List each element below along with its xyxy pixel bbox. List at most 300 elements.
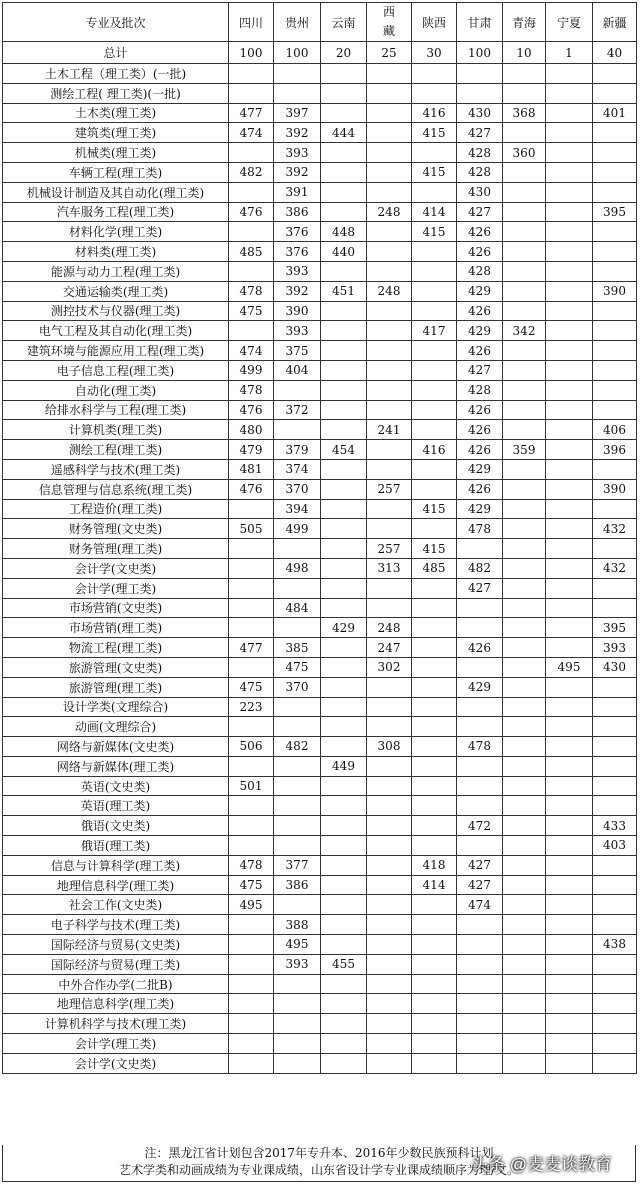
score-cell: 475 [229,875,274,895]
score-cell [229,1014,274,1034]
score-cell [321,499,367,519]
score-cell [593,1034,637,1054]
score-cell: 429 [457,677,503,697]
score-cell [503,380,546,400]
score-cell: 390 [593,479,637,499]
score-cell [503,341,546,361]
score-cell: 482 [457,558,503,578]
total-cell: 20 [321,42,367,64]
score-cell: 426 [457,222,503,242]
score-cell [503,182,546,202]
score-cell: 302 [367,657,412,677]
score-cell [503,1034,546,1054]
score-cell: 477 [229,638,274,658]
score-cell [503,915,546,935]
score-cell [229,1034,274,1054]
score-cell: 374 [274,459,321,479]
score-cell [274,420,321,440]
score-cell [503,737,546,757]
score-cell [412,816,457,836]
score-cell [546,578,593,598]
score-cell [367,1034,412,1054]
major-name: 物流工程(理工类) [3,638,229,658]
score-cell [503,638,546,658]
table-row [3,519,637,539]
score-cell [412,717,457,737]
score-cell: 428 [457,261,503,281]
province-header: 甘肃 [457,3,503,42]
score-cell [546,459,593,479]
score-cell: 360 [503,143,546,163]
score-cell [457,776,503,796]
major-name: 电气工程及其自动化(理工类) [3,321,229,341]
score-cell [367,717,412,737]
table-row [3,143,637,163]
score-cell [593,1014,637,1034]
table-row [3,1053,637,1073]
score-cell [503,875,546,895]
score-cell [321,479,367,499]
table-row [3,459,637,479]
score-cell: 414 [412,875,457,895]
score-cell [321,321,367,341]
score-cell [412,796,457,816]
score-cell [593,974,637,994]
score-cell: 342 [503,321,546,341]
score-cell [412,380,457,400]
major-name: 市场营销(文史类) [3,598,229,618]
score-cell [546,994,593,1014]
score-cell: 427 [457,123,503,143]
score-cell [503,123,546,143]
score-cell [321,301,367,321]
table-row [3,360,637,380]
score-cell [229,954,274,974]
score-cell [321,1053,367,1073]
score-cell [321,1014,367,1034]
table-row [3,657,637,677]
table-row [3,737,637,757]
score-cell [321,816,367,836]
score-cell [321,380,367,400]
table-row [3,103,637,123]
score-cell: 428 [457,380,503,400]
score-cell [457,1053,503,1073]
table-row [3,836,637,856]
score-cell [457,83,503,103]
score-cell [503,519,546,539]
score-cell [457,915,503,935]
table-row [3,222,637,242]
table-row [3,618,637,638]
score-cell [457,1034,503,1054]
score-cell [367,143,412,163]
score-cell [546,915,593,935]
score-cell [412,281,457,301]
score-cell [457,974,503,994]
score-cell: 429 [457,499,503,519]
score-cell: 392 [274,123,321,143]
score-cell: 370 [274,479,321,499]
score-cell [546,499,593,519]
score-cell: 495 [229,895,274,915]
score-cell [412,836,457,856]
score-cell [546,776,593,796]
score-cell [593,301,637,321]
score-cell: 392 [274,162,321,182]
score-cell [457,836,503,856]
score-cell: 248 [367,281,412,301]
score-cell: 478 [229,380,274,400]
score-cell [321,657,367,677]
total-cell: 100 [457,42,503,64]
table-row [3,954,637,974]
score-cell: 393 [593,638,637,658]
major-name: 英语(理工类) [3,796,229,816]
score-cell [367,954,412,974]
score-cell [367,598,412,618]
score-cell [503,539,546,559]
score-cell [593,915,637,935]
score-cell [321,64,367,84]
score-cell [546,756,593,776]
major-name: 设计学类(文理综合) [3,697,229,717]
score-cell [503,954,546,974]
score-cell [367,83,412,103]
score-cell: 476 [229,202,274,222]
score-cell [546,143,593,163]
score-cell [367,182,412,202]
score-cell [321,836,367,856]
score-cell [367,341,412,361]
table-row [3,440,637,460]
score-cell: 478 [229,855,274,875]
score-cell [412,83,457,103]
score-cell [321,420,367,440]
score-cell [321,103,367,123]
score-cell [229,717,274,737]
score-cell: 426 [457,479,503,499]
score-cell [503,242,546,262]
score-cell [457,1014,503,1034]
score-cell: 472 [457,816,503,836]
score-cell: 428 [457,162,503,182]
score-cell [503,578,546,598]
score-cell: 393 [274,143,321,163]
province-header: 青海 [503,3,546,42]
score-cell: 429 [321,618,367,638]
table-row [3,816,637,836]
score-cell [503,261,546,281]
score-cell [593,737,637,757]
score-cell [593,756,637,776]
score-cell [274,756,321,776]
table-row [3,638,637,658]
table-row [3,935,637,955]
score-cell [229,539,274,559]
score-cell: 372 [274,400,321,420]
score-cell: 432 [593,519,637,539]
score-cell [367,103,412,123]
table-row [3,321,637,341]
score-cell [412,1034,457,1054]
score-cell [546,737,593,757]
score-cell [593,598,637,618]
score-cell [321,717,367,737]
score-cell: 427 [457,875,503,895]
footnote-line-1: 注：黑龙江省计划包含2017年专升本、2016年少数民族预科计划 [144,1146,494,1160]
score-cell [503,1014,546,1034]
score-cell [229,222,274,242]
score-cell: 393 [274,321,321,341]
score-cell [546,182,593,202]
major-name: 材料类(理工类) [3,242,229,262]
score-cell [274,796,321,816]
score-cell [321,1034,367,1054]
score-cell: 395 [593,202,637,222]
table-row [3,558,637,578]
table-row [3,756,637,776]
score-cell [503,717,546,737]
score-cell [503,697,546,717]
score-cell: 426 [457,301,503,321]
score-cell [229,578,274,598]
major-name: 遥感科学与技术(理工类) [3,459,229,479]
major-name: 计算机科学与技术(理工类) [3,1014,229,1034]
major-name: 俄语(文史类) [3,816,229,836]
score-cell [457,994,503,1014]
score-cell [593,855,637,875]
score-cell [229,836,274,856]
province-header: 新疆 [593,3,637,42]
score-cell [457,657,503,677]
major-name: 地理信息科学(理工类) [3,994,229,1014]
table-row [3,380,637,400]
score-cell [546,638,593,658]
score-cell: 495 [546,657,593,677]
score-cell [503,816,546,836]
score-cell [593,321,637,341]
score-cell [412,974,457,994]
watermark: 头条 @麦麦谈教育 [471,1155,612,1174]
score-cell: 386 [274,202,321,222]
score-cell [503,83,546,103]
score-cell: 394 [274,499,321,519]
score-cell [593,341,637,361]
score-cell [367,1053,412,1073]
score-cell: 427 [457,855,503,875]
table-row [3,776,637,796]
score-cell [593,261,637,281]
score-cell [367,974,412,994]
score-cell: 479 [229,440,274,460]
score-cell [503,935,546,955]
score-cell [546,103,593,123]
total-cell: 40 [593,42,637,64]
score-cell [321,162,367,182]
score-cell [457,618,503,638]
score-cell [321,737,367,757]
score-cell [367,162,412,182]
major-name: 电子科学与技术(理工类) [3,915,229,935]
score-cell: 449 [321,756,367,776]
score-cell: 480 [229,420,274,440]
score-cell [412,737,457,757]
score-cell: 476 [229,479,274,499]
score-cell [503,162,546,182]
score-cell [412,756,457,776]
score-cell: 386 [274,875,321,895]
major-name: 土木类(理工类) [3,103,229,123]
major-name: 交通运输类(理工类) [3,281,229,301]
score-cell [412,301,457,321]
score-cell [321,855,367,875]
score-cell [457,697,503,717]
score-cell [229,64,274,84]
major-name: 测控技术与仪器(理工类) [3,301,229,321]
score-cell [593,895,637,915]
score-cell [546,895,593,915]
score-cell [546,796,593,816]
score-cell: 375 [274,341,321,361]
score-cell [367,360,412,380]
score-cell: 426 [457,341,503,361]
score-cell [503,677,546,697]
score-cell [229,321,274,341]
score-cell [274,974,321,994]
score-cell: 406 [593,420,637,440]
score-cell [367,301,412,321]
major-name: 给排水科学与工程(理工类) [3,400,229,420]
score-cell: 505 [229,519,274,539]
score-cell [593,182,637,202]
score-cell: 426 [457,242,503,262]
table-row [3,479,637,499]
score-cell: 417 [412,321,457,341]
score-cell [229,796,274,816]
score-cell [503,301,546,321]
score-cell [503,974,546,994]
score-cell: 482 [274,737,321,757]
score-cell: 388 [274,915,321,935]
score-cell [593,776,637,796]
score-cell [593,539,637,559]
table-row [3,677,637,697]
score-cell: 448 [321,222,367,242]
score-cell: 499 [274,519,321,539]
score-cell: 395 [593,618,637,638]
score-cell [593,222,637,242]
score-cell [367,578,412,598]
score-cell [593,83,637,103]
score-cell [503,598,546,618]
table-row [3,717,637,737]
score-cell [593,717,637,737]
score-cell [546,222,593,242]
score-cell [412,64,457,84]
score-cell: 308 [367,737,412,757]
score-cell [503,895,546,915]
major-name: 机械设计制造及其自动化(理工类) [3,182,229,202]
score-cell [367,242,412,262]
score-cell [546,162,593,182]
major-name: 国际经济与贸易(理工类) [3,954,229,974]
score-cell [321,974,367,994]
score-cell [321,935,367,955]
score-cell [321,875,367,895]
table-row [3,162,637,182]
score-cell [503,360,546,380]
score-cell [412,598,457,618]
major-name: 材料化学(理工类) [3,222,229,242]
score-cell [321,994,367,1014]
score-cell [367,222,412,242]
score-cell: 377 [274,855,321,875]
score-cell [457,796,503,816]
score-cell [546,558,593,578]
total-cell: 25 [367,42,412,64]
score-cell [412,1053,457,1073]
score-cell [412,143,457,163]
table-row [3,994,637,1014]
score-cell: 257 [367,479,412,499]
major-name: 车辆工程(理工类) [3,162,229,182]
score-cell [321,83,367,103]
score-cell [321,697,367,717]
score-cell [321,341,367,361]
province-header: 云南 [321,3,367,42]
score-cell: 415 [412,123,457,143]
total-cell: 10 [503,42,546,64]
score-cell: 430 [593,657,637,677]
score-cell: 393 [274,261,321,281]
score-cell: 390 [593,281,637,301]
major-name: 自动化(理工类) [3,380,229,400]
score-cell: 416 [412,440,457,460]
score-cell: 506 [229,737,274,757]
table-row [3,1014,637,1034]
score-cell [367,816,412,836]
score-cell [546,677,593,697]
score-cell [412,915,457,935]
score-cell: 432 [593,558,637,578]
footnote-line-2: 艺术学类和动画成绩为专业课成绩，山东省设计学专业课成绩顺序为理/文。 [118,1163,520,1177]
xizang-char-2: 藏 [382,24,395,38]
score-cell: 484 [274,598,321,618]
score-cell: 427 [457,360,503,380]
score-cell: 454 [321,440,367,460]
score-cell [367,64,412,84]
score-cell [593,242,637,262]
score-cell [274,1034,321,1054]
score-cell [229,994,274,1014]
score-cell [367,380,412,400]
score-cell: 476 [229,400,274,420]
score-cell [503,618,546,638]
score-cell [274,717,321,737]
score-cell [503,400,546,420]
table-row [3,697,637,717]
score-cell [321,519,367,539]
score-cell [593,64,637,84]
score-cell: 485 [412,558,457,578]
score-cell: 379 [274,440,321,460]
score-cell: 404 [274,360,321,380]
score-cell [593,954,637,974]
table-row [3,875,637,895]
score-cell [321,558,367,578]
score-cell [412,776,457,796]
